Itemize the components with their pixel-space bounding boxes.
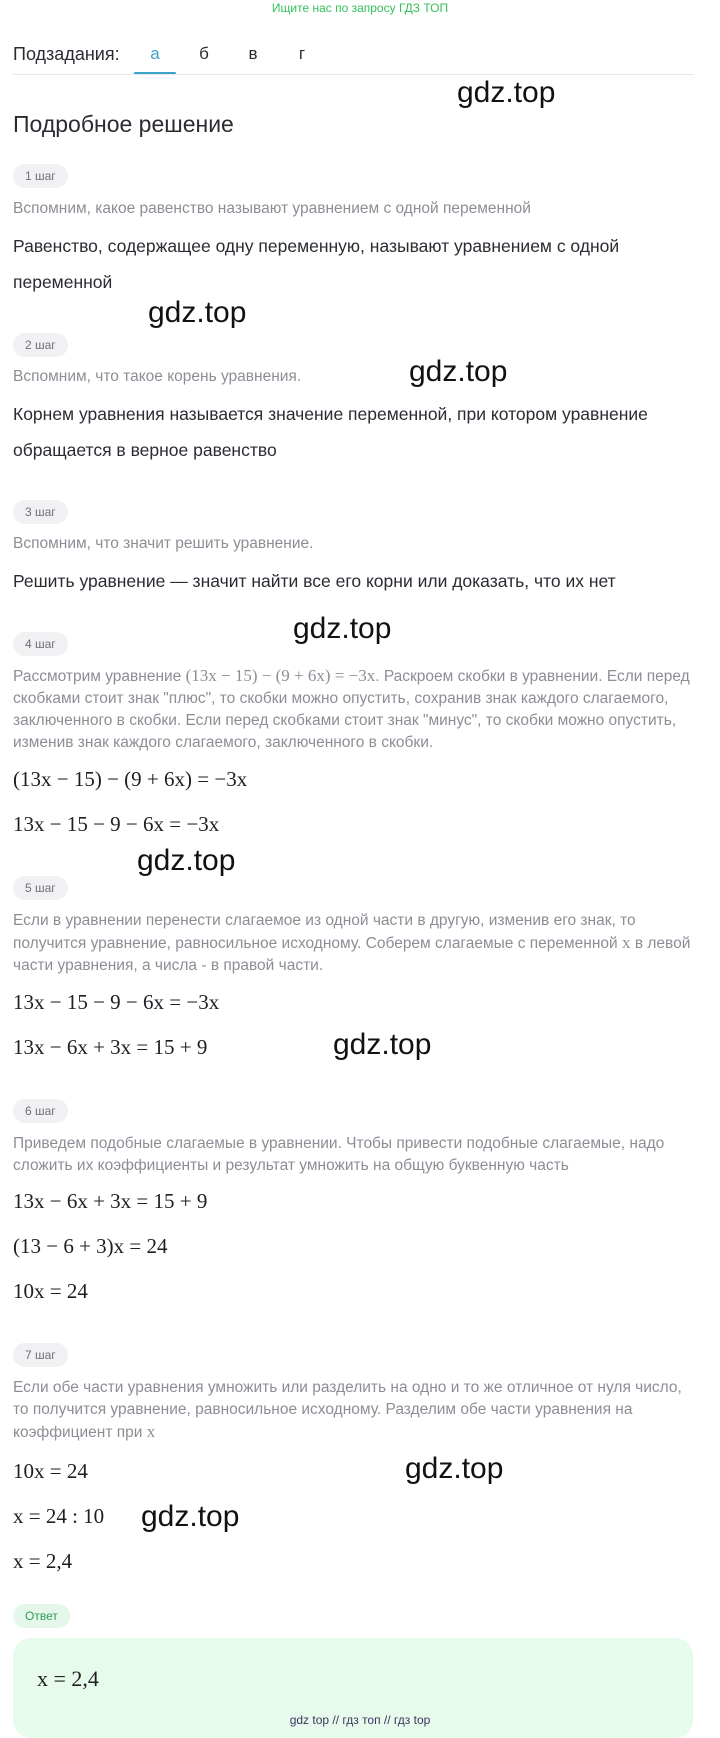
watermark: gdz.top: [333, 1028, 432, 1061]
tab-a[interactable]: а: [150, 44, 160, 63]
step-chip: 2 шаг: [13, 333, 68, 357]
watermark: gdz.top: [137, 844, 236, 877]
answer-formula: x = 2,4: [37, 1666, 99, 1691]
hint-text: Если в уравнении перенести слагаемое из одной части в другую, изменив его знак, то получится уравнение, равносильное исходному. Соберем слагаемые с переменной: [13, 912, 636, 952]
watermark: gdz.top: [148, 296, 247, 329]
step-hint: [13, 665, 693, 754]
equation: x = 24 : 10: [13, 1504, 105, 1528]
step-hint: Вспомним, что значит решить уравнение.: [13, 535, 314, 552]
tabs-divider: [13, 74, 694, 75]
equation: 13x − 6x + 3x = 15 + 9: [13, 1189, 208, 1213]
footer-links[interactable]: gdz top // гдз топ // гдз top: [289, 1713, 431, 1727]
equation: 13x − 6x + 3x = 15 + 9: [13, 1035, 208, 1059]
tab-g[interactable]: г: [298, 44, 306, 63]
hint-formula: x: [622, 933, 631, 952]
equation: (13x − 15) − (9 + 6x) = −3x: [13, 767, 248, 791]
equation: x = 2,4: [13, 1549, 73, 1573]
step-chip: 4 шаг: [13, 632, 68, 656]
watermark: gdz.top: [141, 1500, 240, 1533]
watermark: gdz.top: [409, 355, 508, 388]
step-hint: Вспомним, какое равенство называют уравнением с одной переменной: [13, 200, 531, 217]
step-chip: 6 шаг: [13, 1099, 68, 1123]
step-hint: [13, 910, 693, 977]
watermark: gdz.top: [293, 612, 392, 645]
step-hint: Приведем подобные слагаемые в уравнении. Чтобы привести подобные слагаемые, надо сложить их коэффициенты и результат умножить на общую буквенную часть: [13, 1135, 665, 1174]
step-chip: 7 шаг: [13, 1343, 68, 1367]
equation: (13 − 6 + 3)x = 24: [13, 1234, 168, 1258]
hint-formula: (13x − 15) − (9 + 6x) = −3x: [185, 666, 376, 685]
search-banner[interactable]: Ищите нас по запросу ГДЗ ТОП: [271, 1, 449, 15]
answer-chip: Ответ: [13, 1604, 70, 1628]
step-hint: [13, 1377, 693, 1444]
step-statement: Корнем уравнения называется значение переменной, при котором уравнение обращается в верное равенство: [13, 404, 648, 460]
equation: 10x = 24: [13, 1279, 88, 1303]
step-chip: 1 шаг: [13, 164, 68, 188]
watermark: gdz.top: [405, 1452, 504, 1485]
tab-b[interactable]: б: [199, 44, 209, 63]
hint-formula: x: [146, 1422, 156, 1441]
step-hint: Вспомним, что такое корень уравнения.: [13, 368, 302, 385]
hint-text: . Раскроем скобки в уравнении. Если перед скобками стоит знак "плюс", то скобки можно опустить, сохранив знак каждого слагаемого, заключенного в скобки. Если перед скобками стоит знак "минус", то скобки можно опустить, изменив знак каждого слагаемого, заключенного в скобки.: [13, 668, 690, 751]
solution-heading: Подробное решение: [13, 111, 234, 137]
subtasks-label: Подзадания:: [13, 44, 120, 64]
hint-text: Если обе части уравнения умножить или разделить на одно и то же отличное от нуля число, то получится уравнение, равносильное исходному. Разделим обе части уравнения на коэффициент при: [13, 1379, 682, 1441]
tab-v[interactable]: в: [248, 44, 258, 63]
watermark: gdz.top: [457, 76, 556, 109]
equation: 13x − 15 − 9 − 6x = −3x: [13, 990, 220, 1014]
step-chip: 5 шаг: [13, 876, 68, 900]
equation: 13x − 15 − 9 − 6x = −3x: [13, 812, 220, 836]
step-chip: 3 шаг: [13, 500, 68, 524]
equation: 10x = 24: [13, 1459, 88, 1483]
hint-text: в левой части уравнения, а числа - в правой части.: [13, 935, 691, 974]
hint-text: Рассмотрим уравнение: [13, 668, 186, 685]
step-statement: Равенство, содержащее одну переменную, называют уравнением с одной переменной: [13, 236, 620, 292]
step-statement: Решить уравнение — значит найти все его корни или доказать, что их нет: [13, 571, 616, 591]
